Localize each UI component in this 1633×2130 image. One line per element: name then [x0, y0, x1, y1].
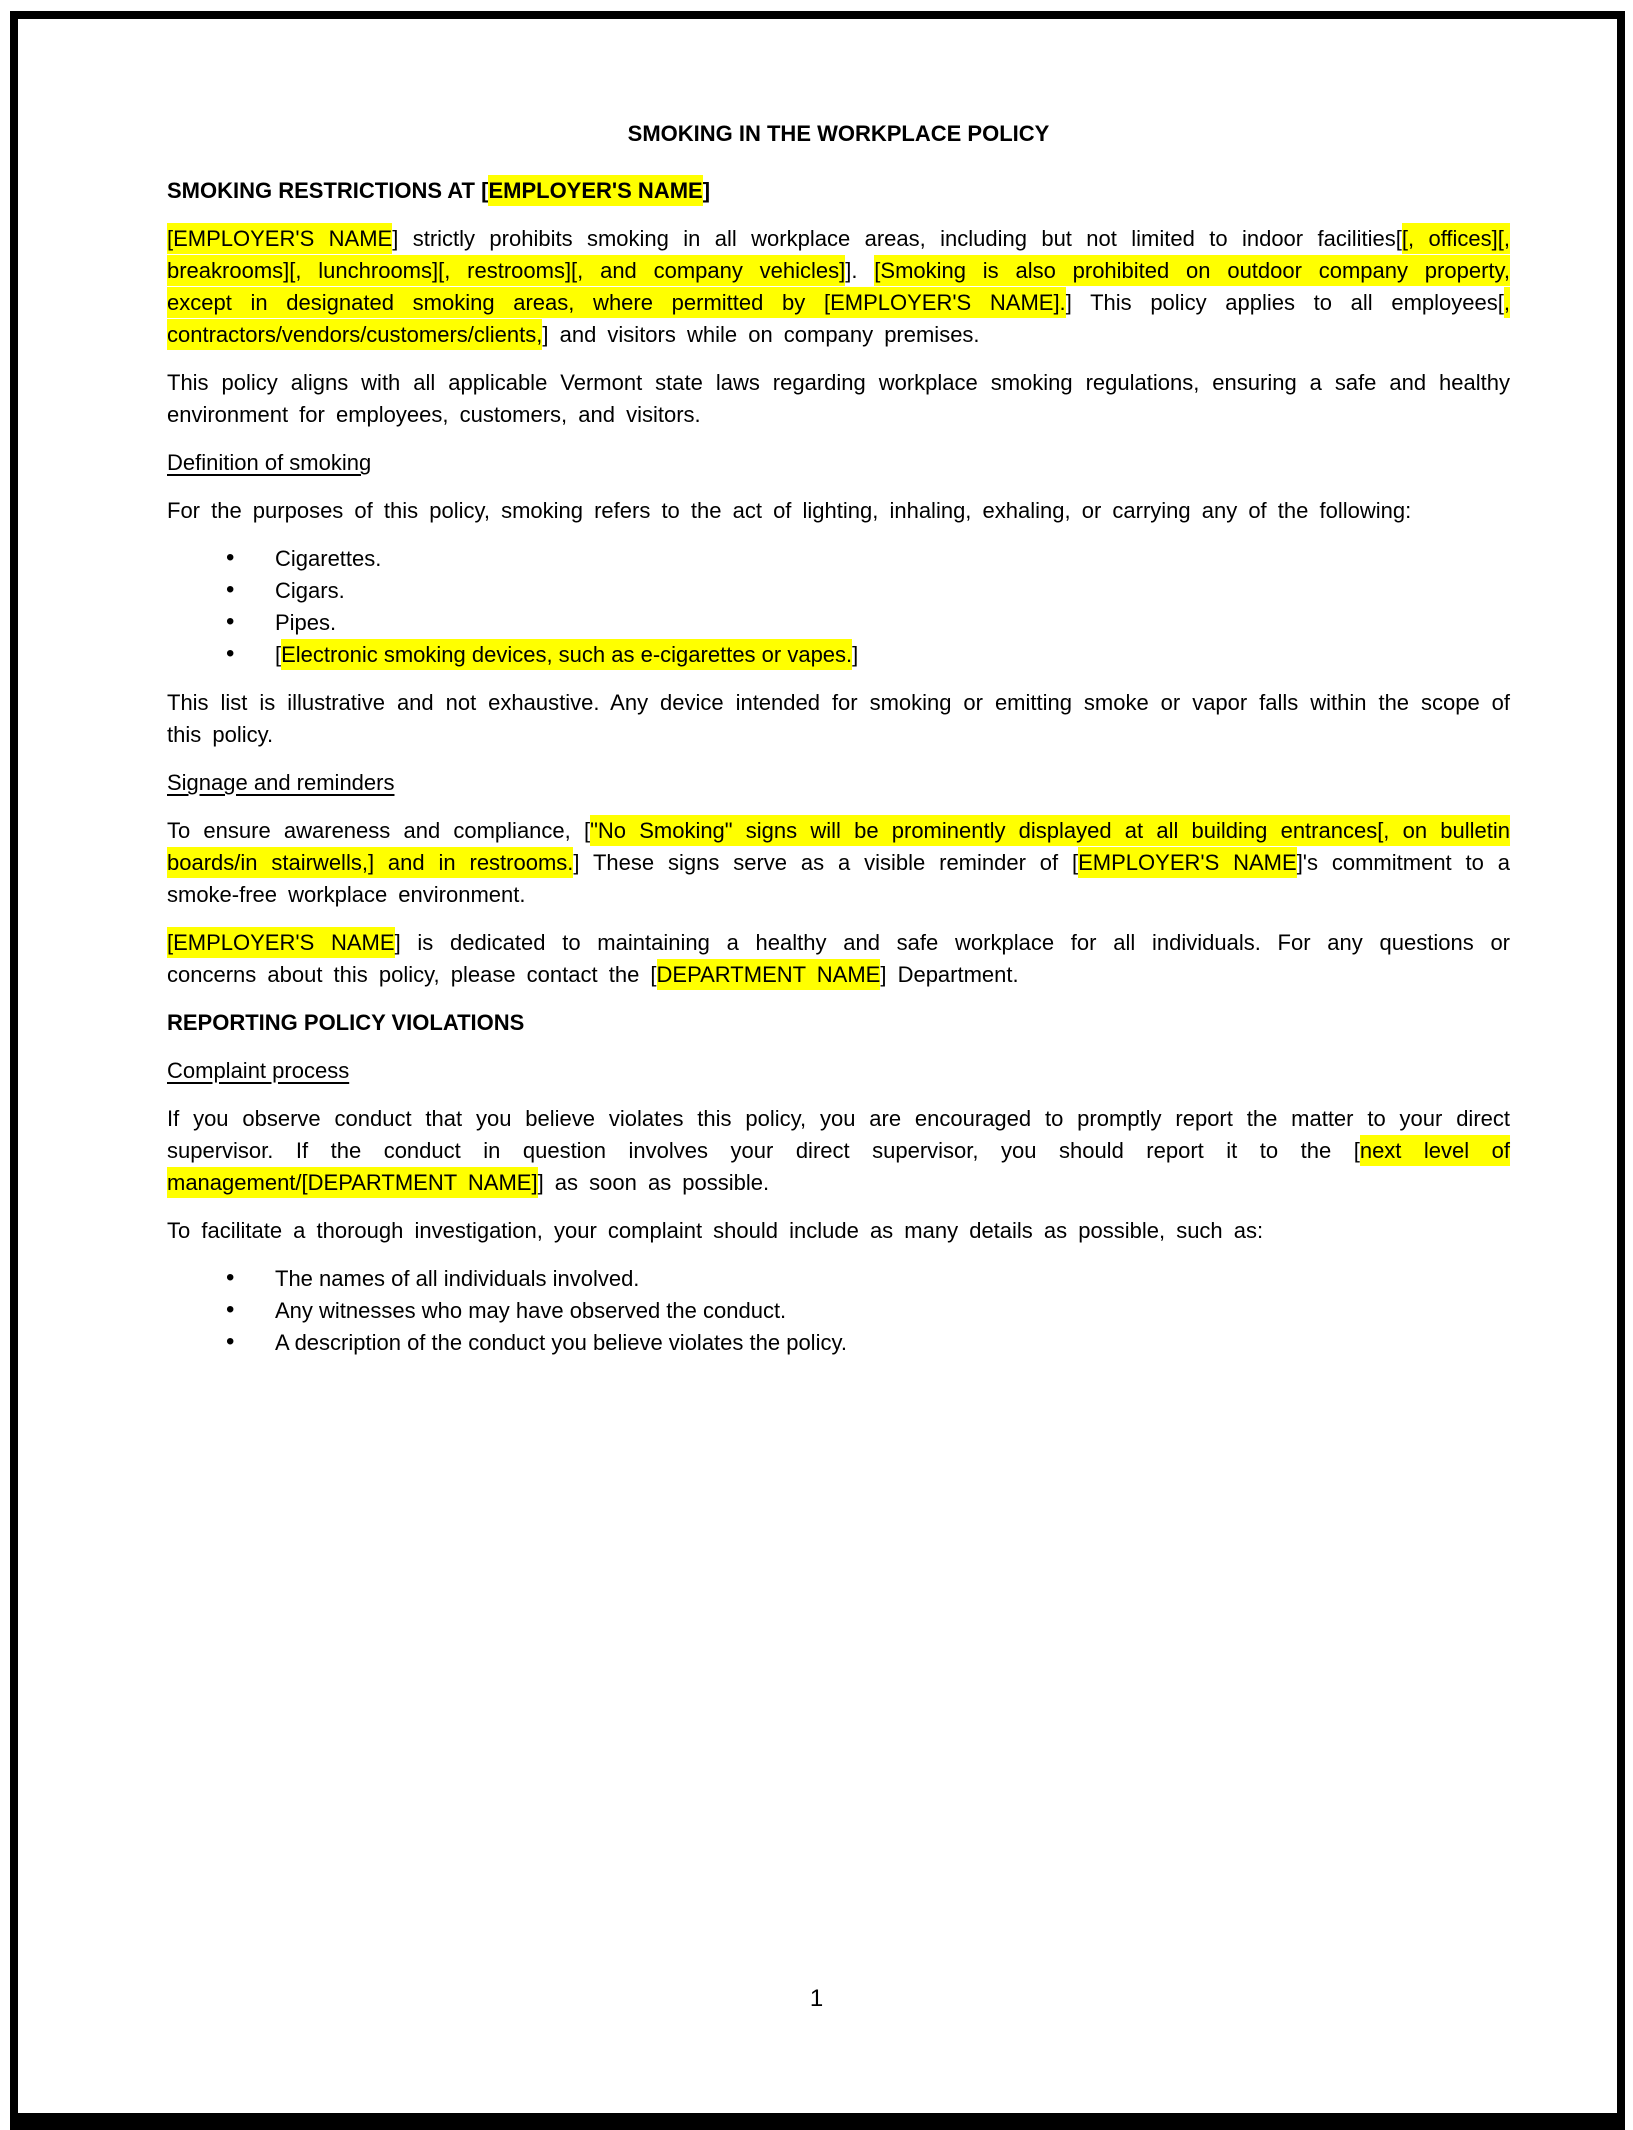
highlighted-placeholder: EMPLOYER'S NAME	[488, 175, 702, 206]
text-segment: To facilitate a thorough investigation, your complaint should include as many details as possible, such as:	[167, 1218, 1264, 1243]
text-segment: Any witnesses who may have observed the conduct.	[275, 1298, 787, 1323]
text-segment: Pipes.	[275, 610, 337, 635]
text-segment: ] and visitors while on company premises.	[542, 322, 980, 347]
text-segment: SMOKING RESTRICTIONS AT [	[167, 178, 489, 203]
text-segment: ] strictly prohibits smoking in all workplace areas, including but not limited to indoor facilities[	[392, 226, 1402, 251]
bullet-icon: •	[226, 576, 235, 603]
bullet-icon: •	[226, 608, 235, 635]
list-item-text	[275, 578, 345, 603]
paragraph-facilitate-investigation	[167, 1215, 1510, 1247]
highlighted-placeholder: [EMPLOYER'S NAME	[167, 927, 395, 958]
subheading-definition-of-smoking	[167, 447, 1510, 479]
list-item-text	[275, 639, 858, 670]
text-segment: Signage and reminders	[167, 770, 395, 795]
text-segment: For the purposes of this policy, smoking refers to the act of lighting, inhaling, exhaling, or carrying any of the following:	[167, 498, 1412, 523]
text-segment: ] is dedicated to maintaining a healthy and safe workplace for all individuals. For any questions or concerns about this policy, please contact the [	[167, 930, 1511, 987]
text-segment: ] This policy applies to all employees[	[1065, 290, 1504, 315]
text-segment: Complaint process	[167, 1058, 350, 1083]
list-item	[167, 607, 1510, 639]
list-item	[167, 639, 1510, 671]
document-body	[167, 118, 1510, 1375]
text-segment: REPORTING POLICY VIOLATIONS	[167, 1010, 525, 1035]
text-segment: ] These signs serve as a visible reminder of [	[573, 850, 1079, 875]
text-segment: ]	[702, 178, 711, 203]
list-item	[167, 1295, 1510, 1327]
text-segment: [	[275, 642, 282, 667]
text-segment: This list is illustrative and not exhaustive. Any device intended for smoking or emitting smoke or vapor falls within the scope of this policy.	[167, 690, 1510, 747]
bullet-icon: •	[226, 1264, 235, 1291]
text-segment: To ensure awareness and compliance, [	[167, 818, 591, 843]
highlighted-placeholder: [Smoking is also prohibited on outdoor company property, except in designated smoking areas, where permitted by [EMPLOYER'S NAME].	[167, 255, 1510, 318]
text-segment: ] Department.	[880, 962, 1019, 987]
text-segment: If you observe conduct that you believe violates this policy, you are encouraged to promptly report the matter to your direct supervisor. If the conduct in question involves your direct supervisor, you should report it to the [	[167, 1106, 1510, 1163]
highlighted-placeholder: [EMPLOYER'S NAME	[167, 223, 392, 254]
paragraph-vermont-law	[167, 367, 1510, 431]
text-segment: ]	[852, 642, 859, 667]
text-segment: ] as soon as possible.	[537, 1170, 770, 1195]
text-segment: ]'s commitment to a smoke-free workplace environment.	[167, 850, 1510, 907]
bullet-icon: •	[226, 1328, 235, 1355]
list-item	[167, 543, 1510, 575]
paragraph-complaint-process	[167, 1103, 1510, 1199]
highlighted-placeholder: "No Smoking" signs will be prominently displayed at all building entrances[, on bulletin boards/in stairwells,] and in restrooms.	[167, 815, 1510, 878]
list-item-text	[275, 1330, 847, 1355]
paragraph-policy-scope	[167, 223, 1510, 351]
highlighted-placeholder: EMPLOYER'S NAME	[1078, 847, 1297, 878]
paragraph-signage	[167, 815, 1510, 911]
list-item	[167, 1263, 1510, 1295]
subheading-signage-and-reminders	[167, 767, 1510, 799]
text-segment: A description of the conduct you believe violates the policy.	[275, 1330, 847, 1355]
section-heading-smoking-restrictions	[167, 175, 1510, 207]
list-item	[167, 1327, 1510, 1359]
list-item-text	[275, 1266, 639, 1291]
text-segment: ].	[845, 258, 875, 283]
bullet-icon: •	[226, 544, 235, 571]
smoking-items-list	[167, 543, 1510, 671]
highlighted-placeholder: DEPARTMENT NAME	[657, 959, 881, 990]
paragraph-dedication-contact	[167, 927, 1510, 991]
highlighted-placeholder: , contractors/vendors/customers/clients,	[167, 287, 1510, 350]
page-number: 1	[809, 1985, 824, 2012]
bullet-icon: •	[226, 1296, 235, 1323]
highlighted-placeholder: [, offices][, breakrooms][, lunchrooms][, restrooms][, and company vehicles]	[167, 223, 1510, 286]
text-segment: Cigarettes.	[275, 546, 382, 571]
text-segment: The names of all individuals involved.	[275, 1266, 640, 1291]
text-segment: Definition of smoking	[167, 450, 372, 475]
paragraph-illustrative-note	[167, 687, 1510, 751]
list-item	[167, 575, 1510, 607]
subheading-complaint-process	[167, 1055, 1510, 1087]
text-segment: Cigars.	[275, 578, 345, 603]
document-title: SMOKING IN THE WORKPLACE POLICY	[627, 121, 1050, 146]
list-item-text	[275, 1298, 786, 1323]
highlighted-placeholder: Electronic smoking devices, such as e-cigarettes or vapes.	[281, 639, 852, 670]
section-heading-reporting-violations	[167, 1007, 1510, 1039]
highlighted-placeholder: next level of management/[DEPARTMENT NAME]	[167, 1135, 1510, 1198]
text-segment: This policy aligns with all applicable Vermont state laws regarding workplace smoking regulations, ensuring a safe and healthy environment for employees, customers, and visitors.	[167, 370, 1510, 427]
bullet-icon: •	[226, 640, 235, 667]
complaint-details-list	[167, 1263, 1510, 1359]
list-item-text	[275, 610, 336, 635]
list-item-text	[275, 546, 381, 571]
paragraph-definition-intro	[167, 495, 1510, 527]
